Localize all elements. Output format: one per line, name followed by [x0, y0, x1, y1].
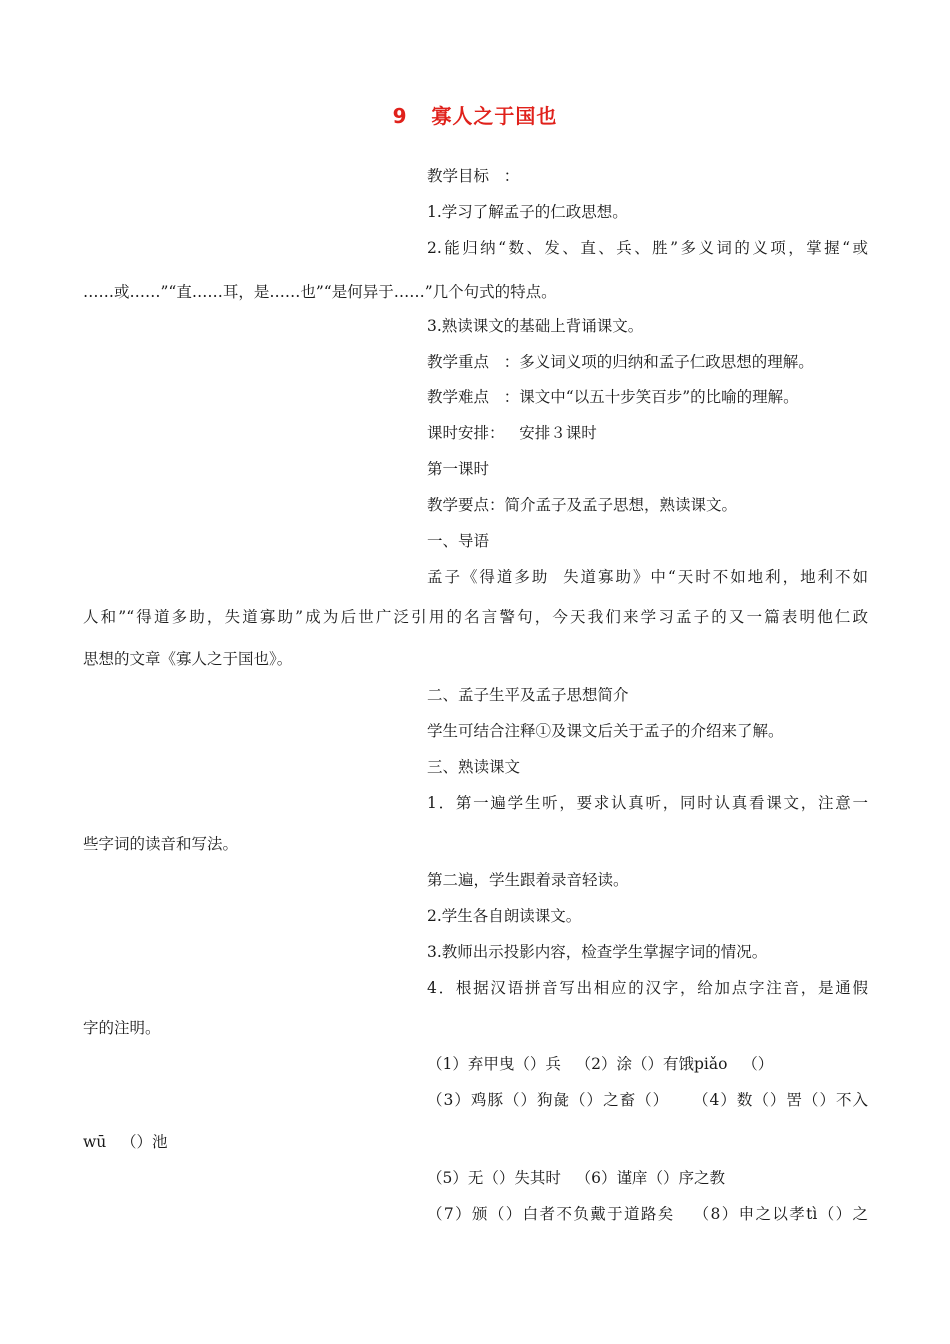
goal-1: 1.学习了解孟子的仁政思想。 [427, 203, 628, 221]
section-mencius-bio: 二、孟子生平及孟子思想简介 [427, 686, 629, 704]
first-lesson-heading: 第一课时 [427, 460, 490, 478]
page-title: 9 寡人之于国也 [392, 104, 558, 128]
step-1-line-1: 1．第一遍学生听，要求认真听，同时认真看课文，注意一 [427, 794, 868, 812]
goal-2-line-1: 2.能归纳“数、发、直、兵、胜”多义词的义项，掌握“或 [427, 239, 868, 257]
exercise-row-1: （1）弃甲曳（）兵 （2）涂（）有饿piǎo （） [427, 1055, 774, 1073]
exercise-row-4: （7）颁（）白者不负戴于道路矣 （8）申之以孝tì（）之 [427, 1205, 868, 1223]
step-4-line-2: 字的注明。 [83, 1019, 161, 1037]
section-read-text: 三、熟读课文 [427, 758, 521, 776]
bio-instruction: 学生可结合注释①及课文后关于孟子的介绍来了解。 [427, 722, 784, 740]
second-reading: 第二遍，学生跟着录音轻读。 [427, 871, 629, 889]
teaching-difficulty: 教学难点 ：课文中“以五十步笑百步”的比喻的理解。 [427, 388, 799, 406]
section-introduction: 一、导语 [427, 532, 490, 550]
step-2: 2.学生各自朗读课文。 [427, 907, 582, 925]
intro-paragraph-line-1: 孟子《得道多助 失道寡助》中“天时不如地利，地利不如 [427, 568, 868, 586]
class-hours: 课时安排： 安排３课时 [427, 424, 597, 442]
teaching-focus: 教学重点 ：多义词义项的归纳和孟子仁政思想的理解。 [427, 353, 814, 371]
exercise-row-2: （3）鸡豚（）狗彘（）之畜（） （4）数（）罟（）不入 [427, 1091, 868, 1109]
step-3: 3.教师出示投影内容，检查学生掌握字词的情况。 [427, 943, 768, 961]
exercise-row-3: （5）无（）失其时 （6）谨庠（）序之教 [427, 1169, 726, 1187]
goal-3: 3.熟读课文的基础上背诵课文。 [427, 317, 644, 335]
intro-paragraph-line-2: 人和”“得道多助，失道寡助”成为后世广泛引用的名言警句，今天我们来学习孟子的又一篇表明他仁政 [83, 608, 868, 626]
step-4-line-1: 4．根据汉语拼音写出相应的汉字，给加点字注音，是通假 [427, 979, 868, 997]
intro-paragraph-line-3: 思想的文章《寡人之于国也》。 [83, 650, 293, 668]
step-1-line-2: 些字词的读音和写法。 [83, 835, 239, 853]
teaching-goals-heading: 教学目标 ： [427, 167, 520, 185]
goal-2-line-2: ……或……”“直……耳，是……也”“是何异于……”几个句式的特点。 [83, 283, 557, 301]
teaching-key-points: 教学要点：简介孟子及孟子思想，熟读课文。 [427, 496, 738, 514]
exercise-row-2-continued: wū （）池 [83, 1133, 168, 1151]
